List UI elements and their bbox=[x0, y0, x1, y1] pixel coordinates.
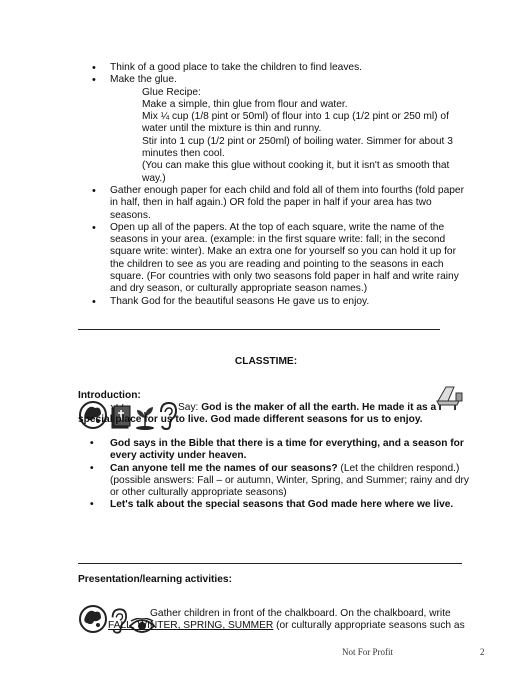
seasons-list: FALL, WINTER, SPRING, SUMMER bbox=[108, 620, 274, 632]
glue-recipe bbox=[110, 87, 464, 185]
recipe-line: (You can make this glue without cooking it, but it isn't as smooth that way.) bbox=[142, 160, 450, 184]
footer-note: Not For Profit bbox=[342, 647, 394, 657]
recipe-line: Mix ¼ cup (1/8 pint or 50ml) of flour into 1 cup (1/2 pint or 250 ml) of water until the mixture is thin and runny. bbox=[142, 111, 449, 135]
introduction-heading: Introduction: bbox=[78, 390, 141, 401]
classtime-heading: CLASSTIME: bbox=[234, 356, 298, 367]
list-item: • Thank God for the beautiful seasons He gave us to enjoy. bbox=[92, 296, 464, 308]
list-item: • Gather enough paper for each child and fold all of them into fourths (fold paper in half, then in half again.) OR fold the paper in half if your area has two seasons. bbox=[92, 185, 464, 222]
list-item: • Can anyone tell me the names of our seasons? (Let the children respond.) (possible answers: Fall – or autumn, Winter, Spring, and Summer; rainy and dry or other culturally appropriate seasons) bbox=[110, 463, 480, 500]
introduction-say-text bbox=[78, 402, 470, 427]
list-item: • Open up all of the papers. At the top of each square, write the name of the seasons in your area. (example: in the first square write: fall; in the second square write: winter). Make an extra one for yourself so you can hold it up for the children to see as you are reading and pointing to the seasons in each square. (For countries with only two seasons fold paper in half and write rainy and dry season, or culturally appropriate season names.) bbox=[92, 222, 464, 296]
preparation-list bbox=[92, 62, 464, 308]
say-statement: God is the maker of all the earth. He made it as a special place for us to live. God made different seasons for us to enjoy. bbox=[78, 402, 437, 426]
list-item: • God says in the Bible that there is a time for everything, and a season for every activity under heaven. bbox=[110, 438, 480, 463]
head-icon bbox=[78, 604, 108, 638]
divider bbox=[78, 329, 440, 330]
recipe-line: Make a simple, thin glue from flour and water. bbox=[142, 98, 348, 110]
presentation-heading: Presentation/learning activities: bbox=[78, 574, 232, 585]
page-number: 2 bbox=[480, 647, 485, 657]
say-label: Say: bbox=[178, 402, 202, 413]
recipe-line: Stir into 1 cup (1/2 pint or 250ml) of boiling water. Simmer for about 3 minutes then cool. bbox=[142, 135, 453, 160]
presentation-text: Gather children in front of the chalkboard. On the chalkboard, write FALL, WINTER, SPRING, SUMMER (or culturally appropriate seasons such as bbox=[108, 608, 465, 632]
list-item: • Think of a good place to take the children to find leaves. bbox=[92, 62, 464, 74]
list-item: • Make the glue. Glue Recipe: Make a simple, thin glue from flour and water. Mix ¼ cup (1/8 pint or 50ml) of flour into 1 cup (1/2 pint or 250 ml) of water until the mixture is thin and runny. Stir into 1 cup (1/2 pint or 250ml) of boiling water. Simmer for about 3 minutes then cool. (You can make this glue without cooking it, but it isn't as smooth that way.) bbox=[92, 74, 464, 185]
list-item: • Let's talk about the special seasons that God made here where we live. bbox=[110, 499, 480, 511]
introduction-list bbox=[110, 438, 480, 512]
recipe-title: Glue Recipe: bbox=[142, 86, 201, 98]
divider bbox=[78, 563, 462, 564]
